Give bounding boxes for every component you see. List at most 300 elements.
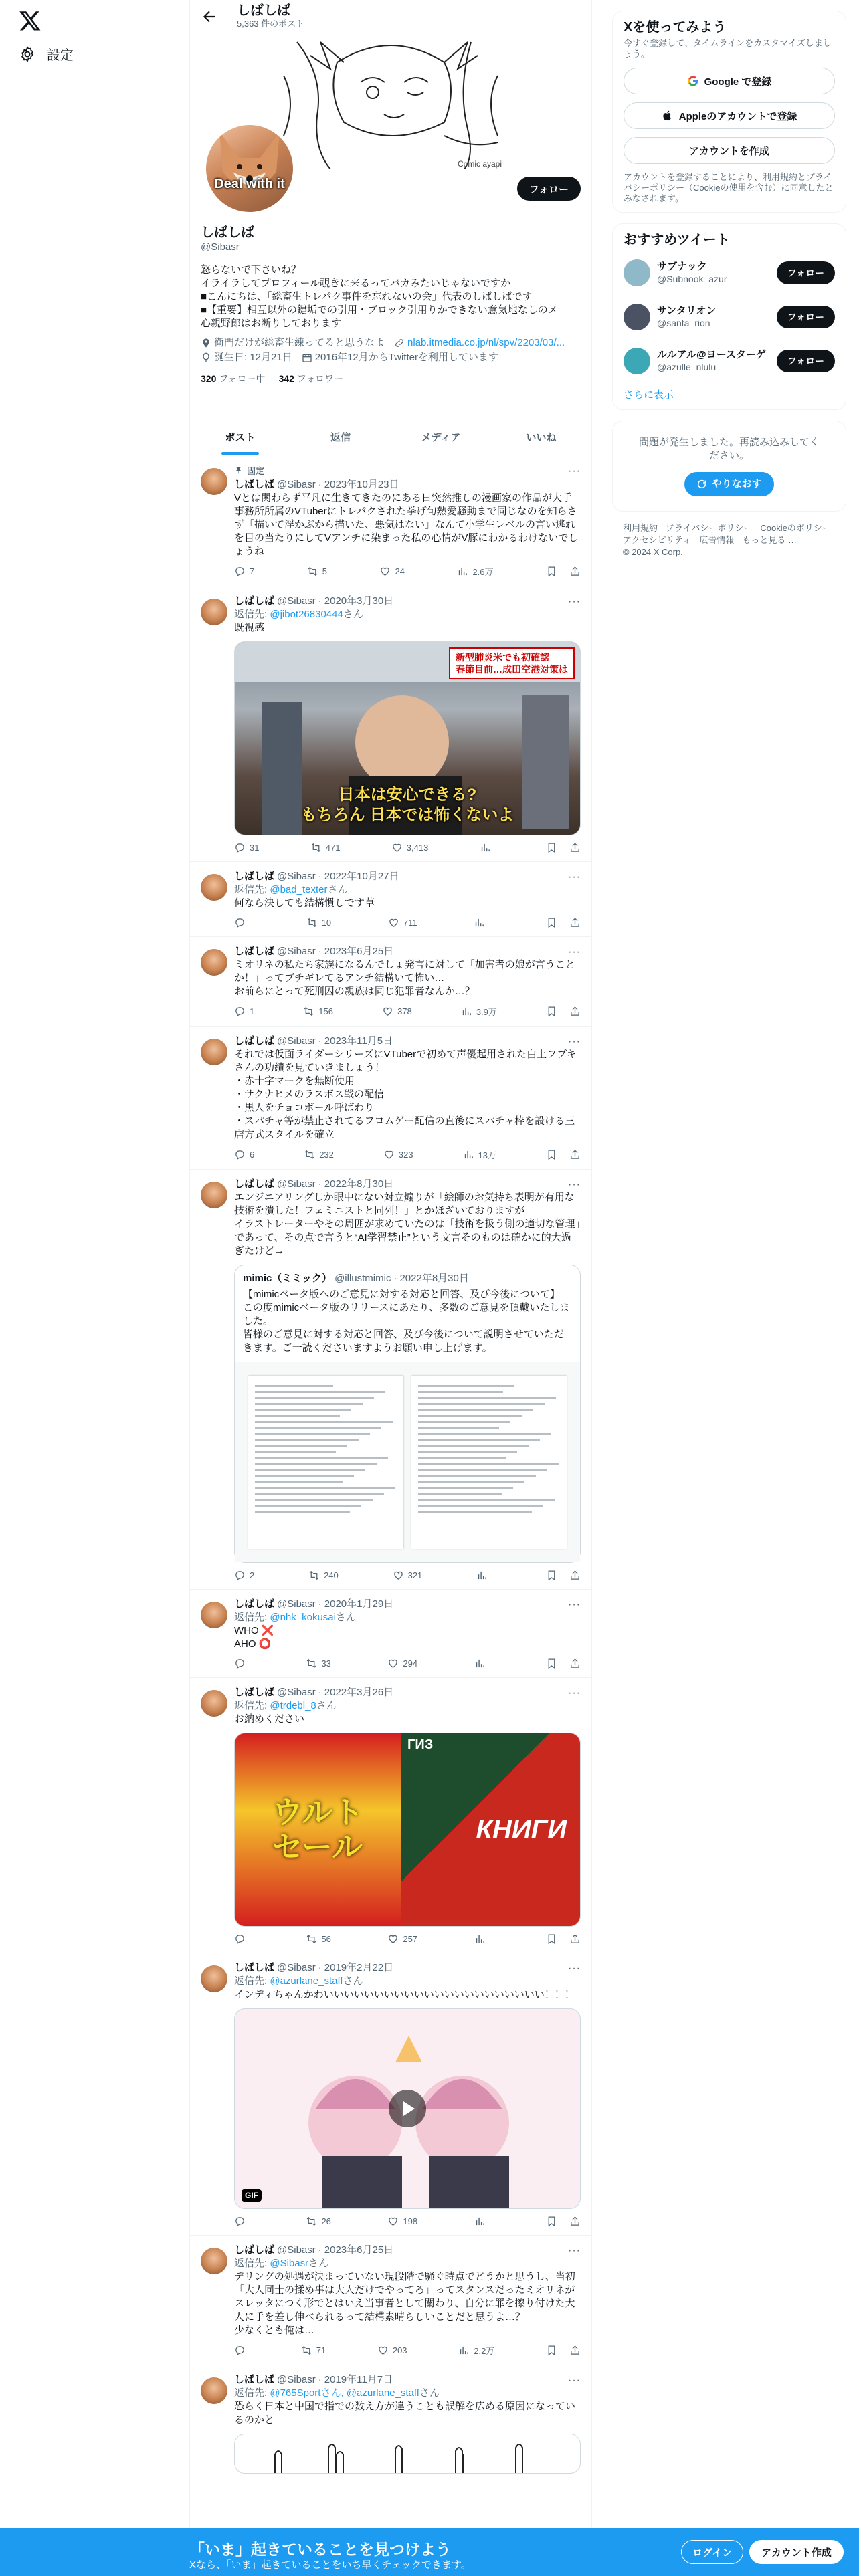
tweet-date[interactable]: 2020年3月30日 (324, 595, 394, 607)
more-options-icon[interactable]: ··· (568, 1599, 581, 1610)
tweet-author-handle[interactable]: @Sibasr (277, 1035, 316, 1047)
apple-label: Appleのアカウントで登録 (678, 110, 797, 122)
quoted-document-image[interactable] (235, 1362, 580, 1562)
dot-separator: · (318, 2374, 322, 2385)
like-button[interactable] (387, 1658, 417, 1669)
more-options-icon[interactable]: ··· (568, 596, 581, 607)
tweet[interactable] (190, 2236, 591, 2365)
retweet-icon (303, 1006, 314, 1017)
pinned-label (234, 464, 581, 477)
recommended-avatar[interactable] (624, 348, 650, 374)
like-count: 378 (397, 1006, 412, 1016)
following-count: 320 (201, 373, 217, 384)
like-count: 257 (403, 1934, 418, 1944)
tweet-author-name[interactable]: しばしば (234, 2374, 275, 2385)
tweet-text: ミオリネの私たち家族になるんでしょ発言に対して「加害者の娘が言うことか！」ってブチギレてるアンチ結構いて怖い… お前らにとって死刑囚の親族は同じ犯罪者なんか…？ (234, 959, 575, 997)
bookmark-button[interactable] (546, 1933, 557, 1945)
share-button[interactable] (569, 1570, 581, 1581)
tweet[interactable] (190, 1027, 591, 1170)
tweet-date[interactable]: 2020年1月29日 (324, 1598, 394, 1610)
chart-icon (474, 1658, 486, 1669)
share-icon (569, 917, 581, 928)
reply-button[interactable] (234, 1658, 250, 1669)
share-icon (569, 1006, 581, 1017)
apple-icon (662, 110, 674, 122)
tweet-avatar[interactable] (201, 949, 227, 976)
reply-to: 返信先: @765Sportさん, @azurlane_staffさん (234, 2387, 440, 2399)
reply-to: 返信先: @trdebl_8さん (234, 1700, 337, 1711)
recommend-list (624, 251, 835, 383)
reply-icon (234, 917, 246, 928)
footer-link[interactable]: 広告情報 (699, 535, 735, 545)
tweet-date[interactable]: 2019年2月22日 (324, 1962, 394, 1973)
tweet-author-handle[interactable]: @Sibasr (277, 2244, 316, 2256)
tweet-header (234, 1178, 581, 1191)
tweet-header (234, 2244, 581, 2257)
retweet-icon (304, 1149, 315, 1160)
tab-posts[interactable]: ポスト (190, 420, 290, 455)
retweet-button[interactable] (306, 1658, 330, 1669)
views-count: 2.2万 (474, 2346, 495, 2356)
link-icon (394, 338, 405, 348)
reply-to: 返信先: @Sibasrさん (234, 2258, 329, 2269)
photo-left[interactable] (235, 1733, 401, 1926)
photo-right[interactable] (401, 1733, 580, 1926)
more-options-icon[interactable]: ··· (568, 465, 581, 477)
reply-button[interactable] (234, 917, 250, 928)
reply-count: 1 (250, 1006, 255, 1016)
header-name: しばしば (237, 3, 290, 18)
tweet-avatar[interactable] (201, 874, 227, 901)
error-box (624, 429, 835, 503)
tweet-author-handle[interactable]: @Sibasr (277, 479, 316, 490)
tweet-date[interactable]: 2019年11月7日 (324, 2374, 393, 2385)
like-button[interactable] (382, 1005, 412, 1018)
tweet[interactable] (190, 1170, 591, 1590)
profile-location (201, 336, 385, 350)
tweet-text: インディちゃんかわいいいいいいいいいいいいいいいいいいいいいい！！！ (234, 1989, 575, 2000)
bookmark-icon (546, 842, 557, 853)
tweet-author-name[interactable]: しばしば (234, 1178, 275, 1190)
views-button[interactable] (457, 565, 493, 578)
google-icon (687, 75, 699, 87)
tweet-avatar[interactable] (201, 2248, 227, 2274)
footer-link[interactable]: Cookieのポリシー (760, 523, 831, 533)
tweet-author-name[interactable]: しばしば (234, 1035, 275, 1047)
more-options-icon[interactable]: ··· (568, 946, 581, 958)
retweet-icon (306, 2216, 317, 2227)
recommended-name[interactable]: サブナック (657, 261, 707, 272)
gif-badge: GIF (242, 2189, 262, 2202)
recommended-follow-button[interactable]: フォロー (777, 306, 835, 328)
chart-icon (474, 1933, 486, 1945)
tweet-author-name[interactable]: しばしば (234, 946, 275, 957)
tweet-avatar[interactable] (201, 1182, 227, 1208)
tweet-text: 既視感 (234, 622, 265, 633)
show-more-link[interactable]: さらに表示 (624, 389, 674, 401)
like-button[interactable] (377, 2344, 407, 2357)
signup-button[interactable]: アカウント作成 (749, 2540, 844, 2564)
retweet-icon (306, 917, 318, 928)
create-account-button[interactable]: アカウントを作成 (624, 137, 835, 164)
tweet-photo[interactable] (234, 641, 581, 835)
retweet-button[interactable] (304, 1148, 334, 1161)
tweet[interactable] (190, 1678, 591, 1953)
bookmark-button[interactable] (546, 1658, 557, 1669)
tweet-date[interactable]: 2022年3月26日 (324, 1687, 394, 1698)
tweet-author-handle[interactable]: @Sibasr (277, 2374, 316, 2385)
like-count: 3,413 (406, 843, 429, 853)
reply-icon (234, 1658, 246, 1669)
calendar-icon (302, 352, 312, 363)
tweet-date[interactable]: 2023年6月25日 (324, 2244, 394, 2256)
reply-button[interactable] (234, 1005, 254, 1018)
quoted-author-handle[interactable]: @illustmimic (335, 1273, 391, 1284)
tweet-actions (234, 565, 581, 578)
views-button[interactable] (474, 1658, 490, 1669)
tweet-author-name[interactable]: しばしば (234, 1687, 275, 1698)
tweet-header (234, 478, 581, 492)
reply-icon (234, 1570, 246, 1581)
recommended-name-block (657, 260, 770, 286)
google-signup-button[interactable] (624, 68, 835, 94)
chart-icon (480, 842, 491, 853)
bookmark-share-group (546, 1933, 581, 1945)
banner-title: 「いま」起きていることを見つけよう (189, 2541, 451, 2558)
profile-meta (201, 336, 582, 365)
play-button-icon[interactable] (389, 2090, 426, 2127)
recommended-name-block (657, 348, 770, 374)
x-logo-icon[interactable] (19, 9, 41, 32)
profile-bio: 怒らないで下さいね？ イライラしてプロフィール覗きに来るってバカみたいじゃないですか ■こんにちは、「総畜生トレパク事件を忘れないの会」代表のしばしばです ■【重要】相互以外の鍵垢での引用・ブロック引用りかできない意気地なしのメ 心親野郎はお断りしております (201, 264, 558, 329)
tweet[interactable] (190, 862, 591, 937)
tweet-avatar[interactable] (201, 599, 227, 625)
like-count: 321 (407, 1570, 423, 1580)
views-button[interactable] (458, 2344, 494, 2357)
tweet[interactable] (190, 586, 591, 862)
tweet-header (234, 870, 581, 883)
like-button[interactable] (391, 842, 429, 853)
tweet-date[interactable]: 2022年8月30日 (324, 1178, 394, 1190)
tab-replies[interactable]: 返信 (330, 432, 351, 443)
like-button[interactable] (379, 565, 404, 578)
retweet-count: 10 (321, 918, 332, 928)
footer-link[interactable]: 利用規約 (623, 523, 658, 533)
share-button[interactable] (569, 2216, 581, 2227)
share-icon (569, 1570, 581, 1581)
tweet-text: WHO ❌ AHO ⭕ (234, 1625, 274, 1650)
reply-button[interactable] (234, 565, 254, 578)
tweet-author-handle[interactable]: @Sibasr (277, 1687, 316, 1698)
tweet-author-handle[interactable]: @Sibasr (277, 946, 316, 957)
retweet-button[interactable] (308, 1570, 339, 1581)
more-options-icon[interactable]: ··· (568, 1687, 581, 1699)
chart-icon (457, 566, 468, 577)
tweet-date[interactable]: 2022年10月27日 (324, 871, 399, 882)
bookmark-button[interactable] (546, 566, 557, 577)
footer-link[interactable]: アクセシビリティ (623, 535, 692, 545)
birthday-text: 誕生日: 12月21日 (214, 352, 292, 363)
like-count: 198 (403, 2216, 418, 2226)
tweet-text: それでは仮面ライダーシリーズにVTuberで初めて声優起用された白上フブキさんの功績を見ていきましょう！ ・赤十字マークを無断使用 ・サクナヒメのラスボス戦の配信 ・黒人をチョコボール呼ばわり ・スパチャ等が禁止されてるフロムゲー配信の直後にスパチャ枠を設ける三店方式スタイルを確立 (234, 1049, 577, 1140)
tweet-author-name[interactable]: しばしば (234, 871, 275, 882)
joined-text: 2016年12月からTwitterを利用しています (314, 352, 498, 363)
bookmark-button[interactable] (546, 842, 557, 853)
bookmark-button[interactable] (546, 2216, 557, 2227)
recommended-name[interactable]: サンタリオン (657, 305, 717, 316)
tweet-avatar[interactable] (201, 1965, 227, 1992)
tweet-author-handle[interactable]: @Sibasr (277, 871, 316, 882)
tweet-author-name[interactable]: しばしば (234, 479, 275, 490)
like-button[interactable] (388, 917, 417, 928)
balloon-icon (201, 352, 211, 363)
dot-separator: · (318, 946, 322, 957)
views-button[interactable] (480, 842, 495, 853)
share-button[interactable] (569, 842, 581, 853)
tweet-header (234, 1686, 581, 1699)
more-options-icon[interactable]: ··· (568, 1963, 581, 1974)
footer-link[interactable]: プライバシーポリシー (666, 523, 753, 533)
retweet-button[interactable] (306, 1933, 330, 1945)
profile-name: しばしば (201, 225, 254, 240)
tab-likes[interactable]: いいね (526, 432, 557, 443)
profile-link[interactable] (394, 336, 565, 350)
back-arrow-icon[interactable] (201, 8, 218, 25)
reply-button[interactable] (234, 1933, 250, 1945)
views-count: 2.6万 (472, 567, 494, 577)
following-link[interactable] (201, 372, 266, 385)
views-button[interactable] (476, 1570, 492, 1581)
reply-to-handle[interactable]: @trdebl_8 (270, 1700, 316, 1711)
tweet-photo-pair[interactable] (234, 1733, 581, 1927)
quoted-author-name[interactable]: mimic（ミミック） (243, 1273, 332, 1284)
reply-button[interactable] (234, 2344, 250, 2357)
recommend-card (612, 223, 846, 410)
chart-icon (474, 2216, 486, 2227)
share-icon (569, 2345, 581, 2356)
following-label: フォロー中 (219, 373, 266, 384)
more-options-icon[interactable]: ··· (568, 2375, 581, 2386)
chart-icon (458, 2345, 470, 2356)
tweet[interactable] (190, 456, 591, 586)
tweet-author-name[interactable]: しばしば (234, 1962, 275, 1973)
link-text[interactable]: nlab.itmedia.co.jp/nl/spv/2203/03/... (407, 337, 565, 348)
follow-button[interactable]: フォロー (517, 177, 581, 201)
quoted-header (243, 1272, 572, 1285)
document-page (248, 1376, 403, 1549)
quoted-tweet[interactable] (234, 1265, 581, 1563)
share-button[interactable] (569, 917, 581, 928)
photo-right-text: КНИГИ (476, 1814, 567, 1844)
retry-button[interactable] (684, 472, 773, 496)
recommended-account[interactable] (624, 251, 835, 295)
tweet-author-handle[interactable]: @Sibasr (277, 1598, 316, 1610)
like-button[interactable] (387, 2216, 417, 2227)
fox-face-icon (206, 125, 293, 212)
join-card (612, 11, 846, 213)
signup-banner (0, 2528, 859, 2576)
retry-label: やりなおす (711, 478, 762, 490)
views-button[interactable] (474, 917, 489, 928)
recommended-avatar[interactable] (624, 304, 650, 330)
tweet-gif[interactable] (234, 2008, 581, 2209)
bookmark-button[interactable] (546, 1570, 557, 1581)
terms-text: アカウントを登録することにより、利用規約とプライバシーポリシー（Cookieの使用を含む）に同意したとみなされます。 (624, 172, 834, 203)
like-button[interactable] (387, 1933, 417, 1945)
bookmark-button[interactable] (546, 2345, 557, 2356)
tweet-avatar[interactable] (201, 468, 227, 495)
tweet-avatar[interactable] (201, 1039, 227, 1065)
tweet-avatar[interactable] (201, 1690, 227, 1717)
tweet-avatar[interactable] (201, 1602, 227, 1628)
views-button[interactable] (474, 1933, 490, 1945)
profile-birthday (201, 350, 292, 365)
profile-info (201, 225, 582, 385)
reply-to-handle[interactable]: @jibot26830444 (270, 609, 343, 620)
tweet[interactable] (190, 937, 591, 1027)
reply-button[interactable] (234, 2216, 250, 2227)
share-icon (569, 1658, 581, 1669)
recommended-account[interactable] (624, 339, 835, 383)
bookmark-icon (546, 2216, 557, 2227)
tweet-author-name[interactable]: しばしば (234, 2244, 275, 2256)
views-button[interactable] (463, 1148, 496, 1161)
tweet[interactable] (190, 1590, 591, 1678)
followers-link[interactable] (279, 372, 344, 385)
login-button[interactable]: ログイン (681, 2540, 743, 2564)
tweet-avatar[interactable] (201, 2377, 227, 2404)
share-button[interactable] (569, 1149, 581, 1160)
views-button[interactable] (474, 2216, 490, 2227)
retweet-count: 240 (324, 1570, 339, 1580)
reply-to: 返信先: @jibot26830444さん (234, 609, 363, 620)
like-icon (388, 917, 399, 928)
dot-separator: · (318, 1962, 322, 1973)
more-options-icon[interactable]: ··· (568, 1179, 581, 1190)
tweet-author-handle[interactable]: @Sibasr (277, 1178, 316, 1190)
svg-text:Comic ayapi: Comic ayapi (458, 159, 502, 169)
retweet-button[interactable] (303, 1005, 333, 1018)
recommended-name-block (657, 304, 770, 330)
profile-avatar[interactable] (203, 122, 296, 215)
settings-link[interactable] (19, 44, 74, 64)
profile-handle: @Sibasr (201, 241, 240, 253)
views-count: 3.9万 (476, 1007, 497, 1017)
tweet[interactable] (190, 2365, 591, 2482)
tweet-photo-partial[interactable] (234, 2434, 581, 2474)
like-icon (383, 1149, 395, 1160)
reply-button[interactable] (234, 842, 259, 853)
retweet-button[interactable] (301, 2344, 326, 2357)
bookmark-icon (546, 1006, 557, 1017)
tweet-date[interactable]: 2023年11月5日 (324, 1035, 393, 1047)
tweet-text: Vとは関わらず平凡に生きてきたのにある日突然推しの漫画家の作品が大手事務所所属のVTuberにトレパクされた挙げ句熱愛騒動まで同じなのを知らさず「描いて浮かぶから描いた、悪気はない」なんて小学生レベルの言い逃れを目の当たりにしてVアンチに染まった私の心情がV豚にわかるわけないでしょうね (234, 492, 579, 557)
more-options-icon[interactable]: ··· (568, 2245, 581, 2256)
retweet-button[interactable] (306, 2216, 330, 2227)
retweet-button[interactable] (306, 917, 331, 928)
recommended-handle: @azulle_nlulu (657, 362, 717, 372)
recommended-account[interactable] (624, 295, 835, 339)
chart-icon (476, 1570, 488, 1581)
tweet[interactable] (190, 1953, 591, 2236)
reply-button[interactable] (234, 1570, 254, 1581)
tweet-actions (234, 2344, 581, 2357)
reply-to-handle[interactable]: @azurlane_staff (270, 1975, 343, 1987)
document-page (411, 1376, 567, 1549)
bookmark-icon (546, 1149, 557, 1160)
followers-label: フォロワー (296, 373, 344, 384)
more-options-icon[interactable]: ··· (568, 871, 581, 883)
more-options-icon[interactable]: ··· (568, 1036, 581, 1047)
footer-link[interactable]: もっと見る … (742, 535, 797, 545)
like-button[interactable] (383, 1148, 413, 1161)
recommended-avatar[interactable] (624, 259, 650, 286)
bookmark-icon (546, 2345, 557, 2356)
like-button[interactable] (393, 1570, 423, 1581)
reply-to-handle[interactable]: @bad_texter (270, 884, 328, 895)
bookmark-button[interactable] (546, 1149, 557, 1160)
tweet-actions (234, 1005, 581, 1018)
bookmark-icon (546, 1658, 557, 1669)
retweet-icon (306, 1933, 317, 1945)
right-sidebar (612, 0, 846, 558)
tweet-author-handle[interactable]: @Sibasr (277, 595, 316, 607)
retweet-button[interactable] (310, 842, 341, 853)
tweet-header (234, 1598, 581, 1611)
recommended-follow-button[interactable]: フォロー (777, 350, 835, 372)
quoted-date[interactable]: 2022年8月30日 (399, 1273, 469, 1284)
tweet-author-name[interactable]: しばしば (234, 1598, 275, 1610)
tweet-author-name[interactable]: しばしば (234, 595, 275, 607)
like-icon (387, 1933, 399, 1945)
recommended-handle: @santa_rion (657, 318, 710, 328)
share-button[interactable] (569, 2345, 581, 2356)
share-button[interactable] (569, 1933, 581, 1945)
dot-separator: · (318, 2244, 322, 2256)
reply-to-handle[interactable]: @nhk_kokusai (270, 1612, 336, 1623)
recommended-name[interactable]: ルルアル@ヨースターゲ (657, 349, 766, 360)
tweet-date[interactable]: 2023年10月23日 (324, 479, 399, 490)
share-button[interactable] (569, 1006, 581, 1017)
footer-link[interactable]: © 2024 X Corp. (623, 547, 683, 557)
bookmark-button[interactable] (546, 917, 557, 928)
reply-icon (234, 842, 246, 853)
reply-button[interactable] (234, 1148, 254, 1161)
share-button[interactable] (569, 566, 581, 577)
tweet-date[interactable]: 2023年6月25日 (324, 946, 394, 957)
reply-count: 2 (250, 1570, 255, 1580)
tweet-text: エンジニアリングしか眼中にない対立煽りが「絵師のお気持ち表明が有用な技術を潰した！フェミニストと同列！」とかほざいておりますが イラストレーターやその周囲が求めていたのは「技術を扱う側の適切な管理」であって、その点で言うと“AI学習禁止”という文言そのものは確かに的大過ぎたけど→ (234, 1192, 581, 1257)
bookmark-button[interactable] (546, 1006, 557, 1017)
header-post-count: 5,363 件のポスト (237, 19, 305, 29)
retweet-count: 5 (322, 566, 327, 576)
reply-to-handle[interactable]: @Sibasr (270, 2258, 309, 2269)
bookmark-share-group (546, 1570, 581, 1581)
retweet-button[interactable] (307, 565, 327, 578)
share-icon (569, 842, 581, 853)
views-button[interactable] (461, 1005, 497, 1018)
apple-signup-button[interactable] (624, 102, 835, 129)
share-button[interactable] (569, 1658, 581, 1669)
recommended-follow-button[interactable]: フォロー (777, 261, 835, 284)
dot-separator: · (318, 871, 322, 882)
reply-to-handle[interactable]: @765Sportさん, @azurlane_staff (270, 2387, 419, 2399)
avatar-caption: Deal with it (214, 177, 285, 191)
reply-to: 返信先: @bad_texterさん (234, 884, 348, 895)
tab-media[interactable]: メディア (421, 432, 461, 443)
like-icon (379, 566, 391, 577)
tweet-author-handle[interactable]: @Sibasr (277, 1962, 316, 1973)
